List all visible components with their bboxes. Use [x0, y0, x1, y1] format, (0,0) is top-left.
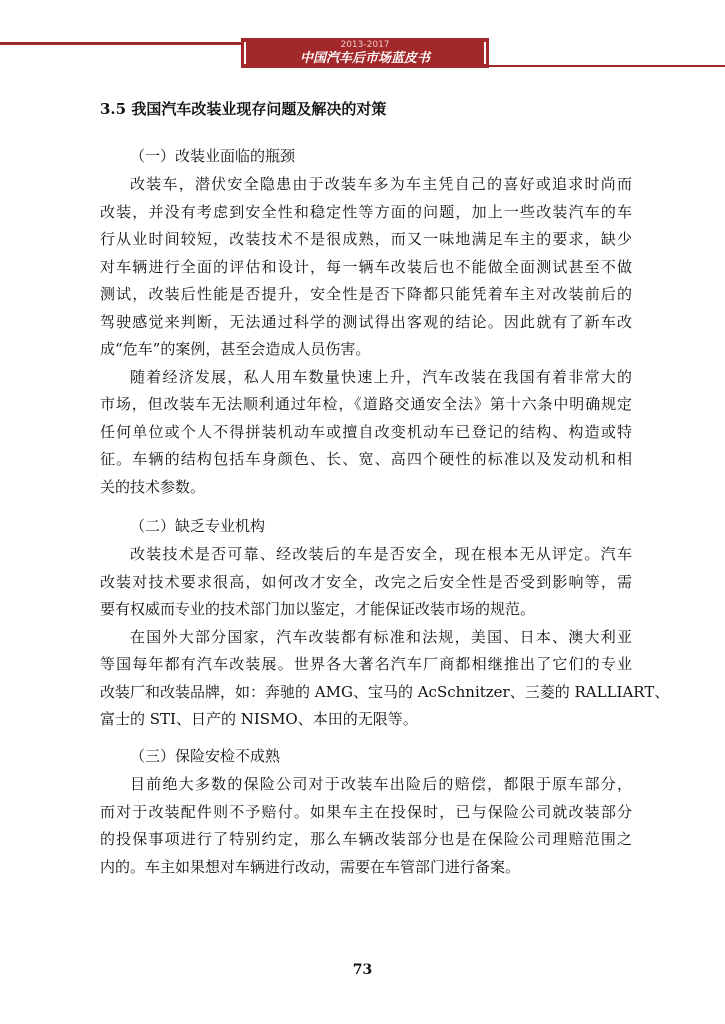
paragraph — [100, 771, 632, 881]
banner-divider — [244, 42, 246, 64]
paragraph-line: 测试，改装后性能是否提升，安全性是否下降都只能凭着车主对改装前后的 — [100, 285, 632, 303]
paragraph — [100, 171, 632, 364]
header-rule-left — [0, 42, 243, 45]
paragraph-line: 内的。车主如果想对车辆进行改动，需要在车管部门进行备案。 — [100, 857, 521, 876]
paragraph-line: 改装，并没有考虑到安全性和稳定性等方面的问题，加上一些改装汽车的车 — [100, 202, 632, 221]
section-heading: 3.5 我国汽车改装业现存问题及解决的对策 — [100, 100, 387, 118]
paragraph-line: 市场，但改装车无法顺利通过年检，《道路交通安全法》第十六条中明确规定 — [100, 395, 632, 413]
paragraph-line: 而对于改装配件则不予赔付。如果车主在投保时，已与保险公司就改装部分 — [100, 802, 632, 821]
subsection-title: （二）缺乏专业机构 — [130, 517, 266, 535]
paragraph-line: 在国外大部分国家，汽车改装都有标准和法规，美国、日本、澳大利亚 — [130, 627, 632, 646]
paragraph-line: 征。车辆的结构包括车身颜色、长、宽、高四个硬性的标准以及发动机和相 — [100, 450, 632, 468]
banner-divider — [484, 42, 486, 64]
paragraph-line: 改装技术是否可靠、经改装后的车是否安全，现在根本无从评定。汽车 — [130, 545, 632, 563]
paragraph-line: 改装厂和改装品牌，如：奔驰的 AMG、宝马的 AcSchnitzer、三菱的 RALLIART、 — [100, 682, 670, 701]
paragraph-line: 随着经济发展，私人用车数量快速上升，汽车改装在我国有着非常大的 — [130, 367, 632, 386]
paragraph-line: 的投保事项进行了特别约定，那么车辆改装部分也是在保险公司理赔范围之 — [100, 830, 632, 848]
paragraph-line: 对车辆进行全面的评估和设计，每一辆车改装后也不能做全面测试甚至不做 — [100, 257, 632, 276]
paragraph-line: 关的技术参数。 — [100, 477, 206, 496]
subsection-title: （三）保险安检不成熟 — [130, 747, 281, 765]
paragraph-line: 要有权威而专业的技术部门加以鉴定，才能保证改装市场的规范。 — [100, 600, 536, 618]
paragraph-line: 成“危车”的案例，甚至会造成人员伤害。 — [100, 340, 371, 358]
paragraph — [100, 364, 632, 502]
page-number: 73 — [352, 962, 373, 978]
paragraph-line: 驾驶感觉来判断，无法通过科学的测试得出客观的结论。因此就有了新车改 — [100, 312, 632, 331]
paragraph-line: 任何单位或个人不得拼装机动车或擅自改变机动车已登记的结构、构造或特 — [100, 422, 632, 441]
paragraph-line: 行从业时间较短，改装技术不是很成熟，而又一味地满足车主的要求，缺少 — [100, 230, 632, 248]
paragraph — [100, 624, 670, 734]
header-banner — [241, 38, 489, 68]
paragraph — [100, 541, 632, 624]
header-book-title: 中国汽车后市场蓝皮书 — [299, 51, 430, 66]
paragraph-line: 等国每年都有汽车改装展。世界各大著名汽车厂商都相继推出了它们的专业 — [100, 655, 632, 673]
paragraph-line: 改装对技术要求很高，如何改才安全，改完之后安全性是否受到影响等，需 — [100, 572, 632, 591]
subsection-title: （一）改装业面临的瓶颈 — [130, 147, 296, 165]
paragraph-line: 富士的 STI、日产的 NISMO、本田的无限等。 — [100, 710, 418, 728]
header-rule-right — [489, 65, 725, 67]
header-years: 2013-2017 — [340, 40, 390, 50]
paragraph-line: 改装车，潜伏安全隐患由于改装车多为车主凭自己的喜好或追求时尚而 — [130, 175, 632, 193]
paragraph-line: 目前绝大多数的保险公司对于改装车出险后的赔偿，都限于原车部分， — [130, 775, 632, 793]
